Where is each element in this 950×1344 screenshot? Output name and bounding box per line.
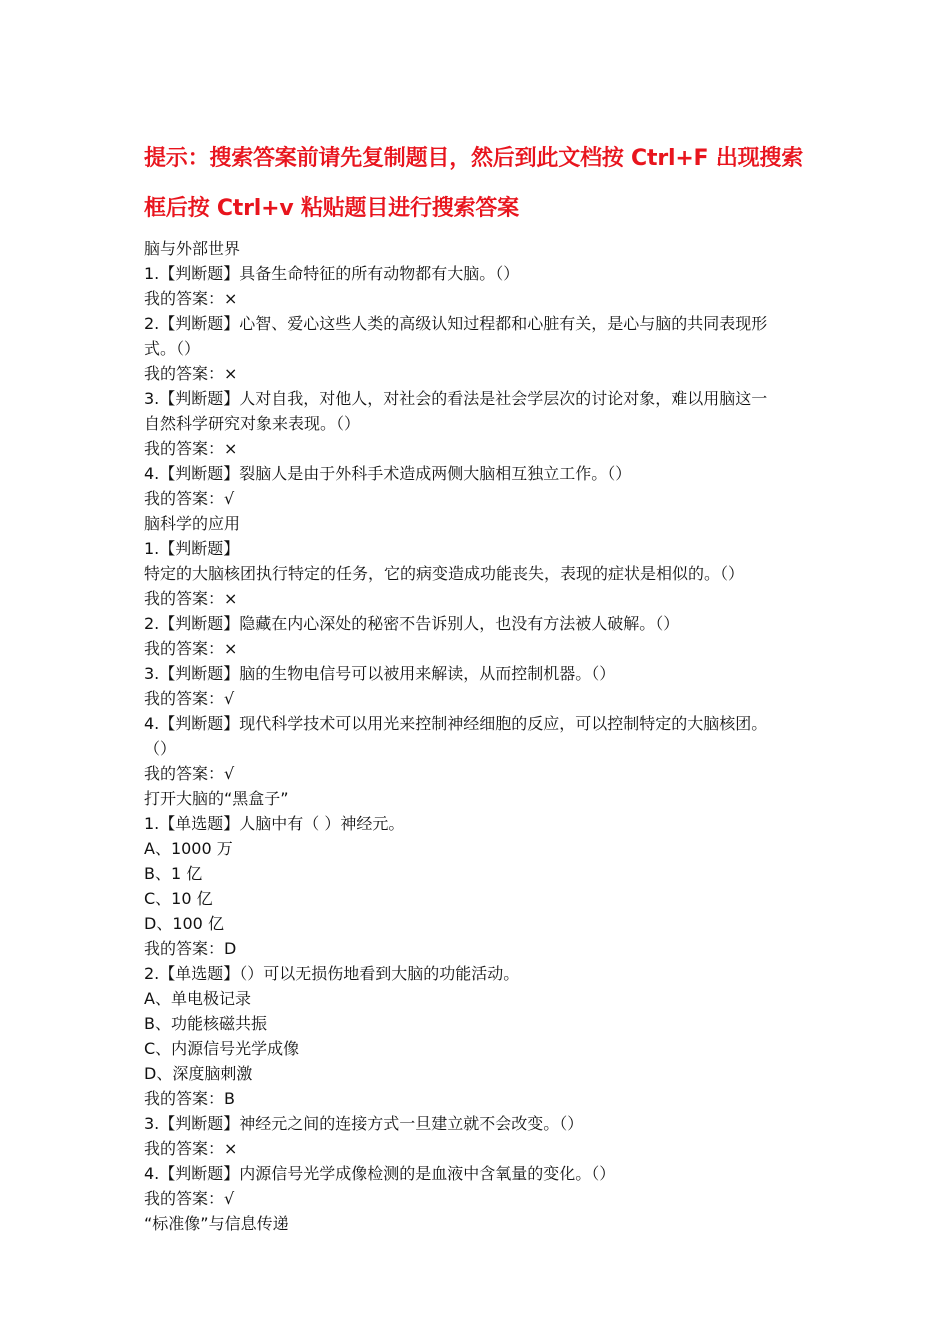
answer-line: 我的答案：× [144,439,238,458]
answer-line: 我的答案：√ [144,689,235,708]
question-line: 4.【判断题】内源信号光学成像检测的是血液中含氧量的变化。（） [144,1164,616,1183]
question-line: 2.【判断题】隐藏在内心深处的秘密不告诉别人，也没有方法被人破解。（） [144,614,680,633]
question-line: 2.【单选题】（）可以无损伤地看到大脑的功能活动。 [144,964,520,983]
text-line: 特定的大脑核团执行特定的任务，它的病变造成功能丧失，表现的症状是相似的。（） [144,564,745,583]
text-line: 式。（） [144,339,201,358]
option-line: C、内源信号光学成像 [144,1039,300,1058]
option-line: B、功能核磁共振 [144,1014,267,1033]
question-line: 1.【判断题】具备生命特征的所有动物都有大脑。（） [144,264,520,283]
option-line: D、100 亿 [144,914,224,933]
text-line: 自然科学研究对象来表现。（） [144,414,361,433]
text-line: “标准像”与信息传递 [144,1214,289,1233]
option-line: B、1 亿 [144,864,203,883]
question-line: 1.【单选题】人脑中有（ ）神经元。 [144,814,405,833]
answer-line: 我的答案：D [144,939,237,958]
answer-line: 我的答案：× [144,289,238,308]
answer-line: 我的答案：× [144,364,238,383]
question-line: 4.【判断题】裂脑人是由于外科手术造成两侧大脑相互独立工作。（） [144,464,632,483]
option-line: D、深度脑刺激 [144,1064,253,1083]
text-line: 打开大脑的“黑盒子” [144,789,289,808]
question-line: 3.【判断题】脑的生物电信号可以被用来解读，从而控制机器。（） [144,664,616,683]
search-hint [144,134,814,234]
question-line: 2.【判断题】心智、爱心这些人类的高级认知过程都和心脏有关，是心与脑的共同表现形 [144,314,768,333]
text-line: 脑科学的应用 [144,514,241,533]
answer-line: 我的答案：B [144,1089,235,1108]
question-line: 4.【判断题】现代科学技术可以用光来控制神经细胞的反应，可以控制特定的大脑核团。 [144,714,768,733]
search-hint-line-2: 框后按 Ctrl+v 粘贴题目进行搜索答案 [144,196,519,221]
answer-line: 我的答案：× [144,1139,238,1158]
answer-line: 我的答案：√ [144,489,235,508]
answer-line: 我的答案：× [144,639,238,658]
option-line: A、1000 万 [144,839,233,858]
answer-line: 我的答案：√ [144,764,235,783]
option-line: C、10 亿 [144,889,213,908]
question-line: 3.【判断题】人对自我，对他人，对社会的看法是社会学层次的讨论对象，难以用脑这一 [144,389,768,408]
document-body [144,236,814,1236]
document-page [144,134,814,1236]
answer-line: 我的答案：× [144,589,238,608]
question-line: 3.【判断题】神经元之间的连接方式一旦建立就不会改变。（） [144,1114,584,1133]
question-line: 1.【判断题】 [144,539,240,558]
text-line: （） [144,739,177,758]
option-line: A、单电极记录 [144,989,251,1008]
answer-line: 我的答案：√ [144,1189,235,1208]
text-line: 脑与外部世界 [144,239,241,258]
search-hint-line-1: 提示：搜索答案前请先复制题目，然后到此文档按 Ctrl+F 出现搜索 [144,146,804,171]
